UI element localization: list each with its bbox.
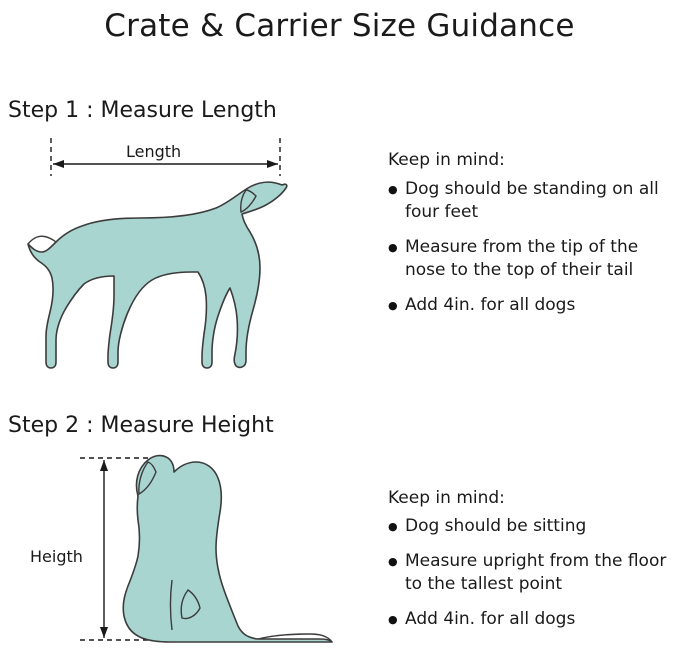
step-2-bullet-list (388, 515, 679, 643)
list-item: ● Add 4in. for all dogs (388, 294, 679, 317)
list-item: ● Dog should be standing on all four feet (388, 178, 679, 224)
dog-standing-silhouette (28, 182, 287, 368)
step-1-heading: Step 1 : Measure Length (8, 98, 277, 123)
page-title: Crate & Carrier Size Guidance (104, 8, 575, 44)
dog-standing-figure (20, 130, 360, 374)
step-2-keep-in-mind-title: Keep in mind: (388, 488, 505, 508)
length-dimension-label: Length (122, 142, 185, 161)
list-item: ● Dog should be sitting (388, 515, 679, 538)
height-dimension-label: Heigth (26, 547, 87, 566)
list-item: ● Measure upright from the floor to the tallest point (388, 550, 679, 596)
step-1-bullet-list (388, 178, 679, 329)
dog-sitting-silhouette (123, 456, 332, 642)
list-item: ● Add 4in. for all dogs (388, 608, 679, 631)
step-1-keep-in-mind-title: Keep in mind: (388, 150, 505, 170)
step-2-heading: Step 2 : Measure Height (8, 413, 274, 438)
list-item: ● Measure from the tip of the nose to the top of their tail (388, 236, 679, 282)
